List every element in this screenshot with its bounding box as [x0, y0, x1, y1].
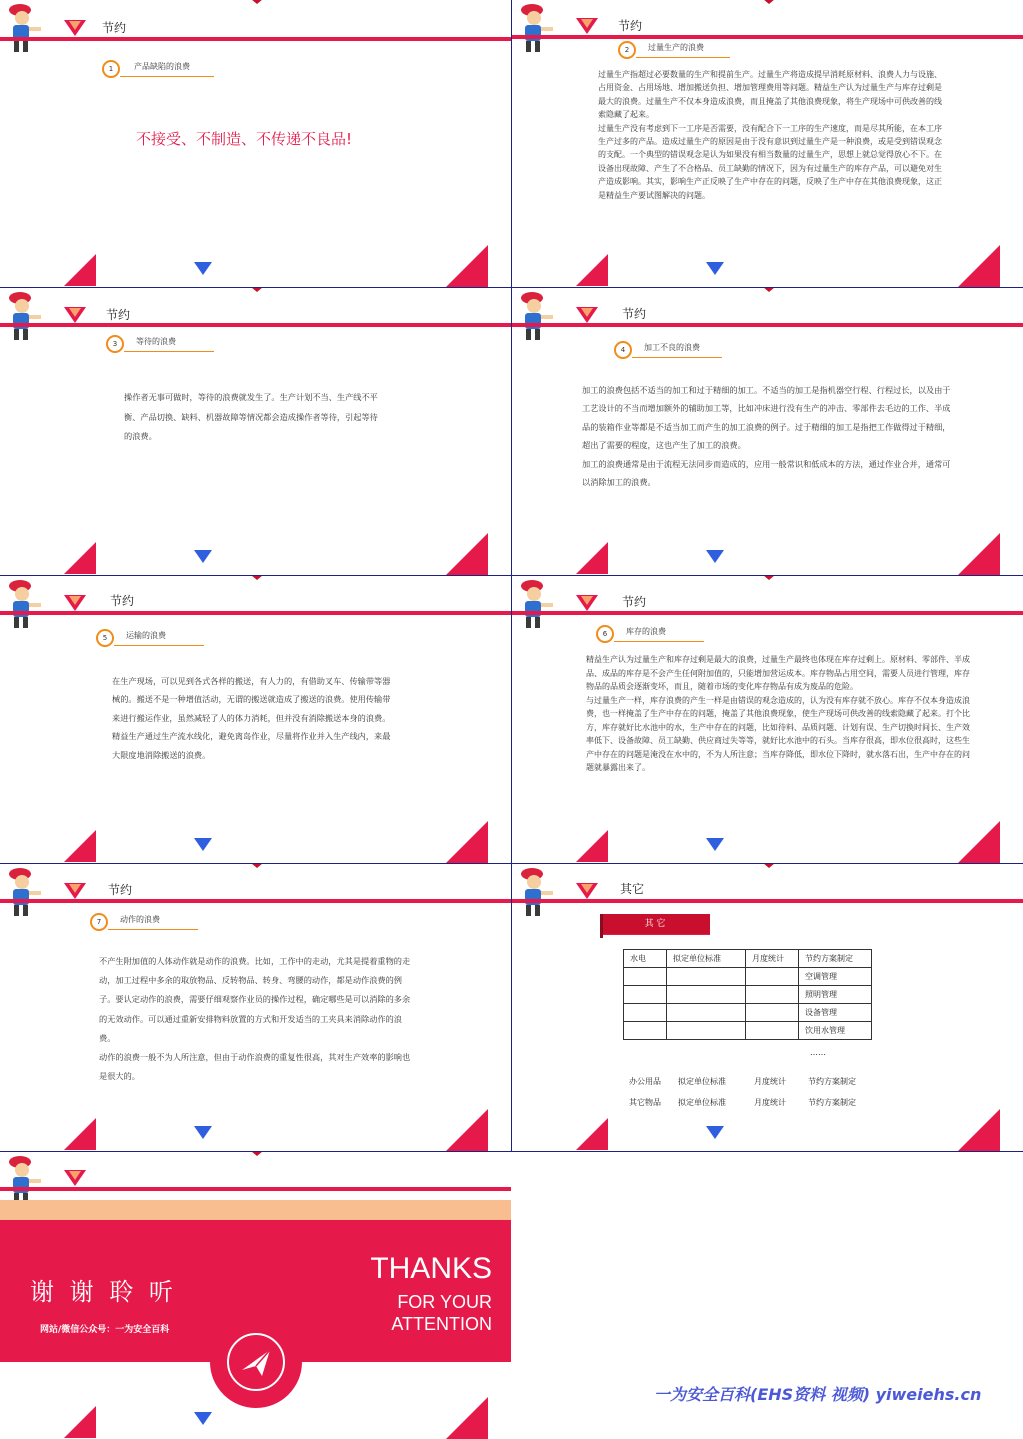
badge-label: 动作的浪费 [120, 915, 160, 924]
body-text [112, 672, 397, 764]
table-row [624, 1004, 872, 1022]
header-bar [0, 37, 511, 41]
table-header: 拟定单位标准 [667, 950, 746, 968]
down-arrow-icon[interactable] [194, 1126, 212, 1139]
thanks-english: THANKS [370, 1252, 492, 1285]
top-chevron [245, 288, 269, 292]
corner-triangle-right [446, 1397, 488, 1439]
logo-triangle-inner [581, 596, 593, 605]
corner-triangle-left [64, 254, 96, 286]
badge-number: 6 [596, 625, 614, 643]
table-ellipsis: …… [810, 1048, 826, 1057]
logo-triangle-inner [69, 884, 81, 893]
table-cell: 照明管理 [799, 986, 872, 1004]
row-cell: 节约方案制定 [808, 1077, 856, 1086]
section-badge [106, 335, 226, 353]
body-text [124, 388, 384, 447]
logo-triangle-inner [69, 21, 81, 30]
corner-triangle-right [958, 821, 1000, 863]
corner-triangle-left [576, 1118, 608, 1150]
section-tab-underline [603, 934, 710, 935]
badge-underline [114, 645, 204, 646]
down-arrow-icon[interactable] [706, 838, 724, 851]
badge-underline [108, 929, 198, 930]
down-arrow-icon[interactable] [706, 262, 724, 275]
table-row [624, 950, 872, 968]
header-bar [512, 611, 1023, 615]
header-bar [512, 899, 1023, 903]
badge-underline [124, 351, 214, 352]
paragraph: 操作者无事可做时，等待的浪费就发生了。生产计划不当、生产线不平衡、产品切换、缺料、机器故障等情况都会造成操作者等待，引起等待的浪费。 [124, 392, 378, 442]
corner-triangle-left [64, 1406, 96, 1438]
body-text [582, 381, 952, 491]
header-bar [512, 35, 1023, 39]
down-arrow-icon[interactable] [706, 550, 724, 563]
logo-triangle-inner [69, 1171, 81, 1180]
logo-triangle-inner [69, 308, 81, 317]
corner-triangle-left [64, 830, 96, 862]
row-cell: 拟定单位标准 [678, 1098, 726, 1107]
row-cell: 月度统计 [754, 1098, 786, 1107]
corner-triangle-left [64, 542, 96, 574]
down-arrow-icon[interactable] [194, 550, 212, 563]
section-badge [90, 913, 210, 931]
table-header: 水电 [624, 950, 667, 968]
section-badge [102, 60, 222, 78]
top-chevron [757, 864, 781, 868]
down-arrow-icon[interactable] [706, 1126, 724, 1139]
badge-label: 产品缺陷的浪费 [134, 62, 190, 71]
badge-number: 1 [102, 60, 120, 78]
corner-triangle-left [576, 254, 608, 286]
section-badge [614, 341, 734, 359]
table-row [624, 986, 872, 1004]
slide-6[interactable] [512, 576, 1023, 863]
paragraph: 在生产现场，可以见到各式各样的搬送，有人力的，有借助叉车、传输带等器械的。搬送不是一种增值活动，无谓的搬送就造成了搬送的浪费。使用传输带来进行搬运作业，虽然减轻了人的体力消耗，但并没有消除搬送本身的浪费。 [112, 676, 391, 723]
badge-underline [614, 641, 704, 642]
thanks-chinese: 谢 谢 聆 听 [30, 1278, 177, 1306]
down-arrow-icon[interactable] [194, 262, 212, 275]
footer-link[interactable]: 一为安全百科(EHS资料 视频) yiweiehs.cn [654, 1385, 982, 1404]
mascot-icon [2, 578, 46, 632]
corner-triangle-right [446, 533, 488, 575]
logo-triangle-inner [581, 19, 593, 28]
badge-label: 运输的浪费 [126, 631, 166, 640]
row-cell: 月度统计 [754, 1077, 786, 1086]
paragraph: 不产生附加值的人体动作就是动作的浪费。比如，工作中的走动，尤其是提着重物的走动，加工过程中多余的取放物品、反转物品、转身、弯腰的动作，都是动作浪费的例子。要认定动作的浪费，需要仔细观察作业员的操作过程，确定哪些是可以消除的多余的无效动作。可以通过重新安排物料放置的方式和开发适当的工夹具来消除动作的浪费。 [99, 956, 411, 1043]
thanks-english-line2: FOR YOUR [397, 1292, 492, 1312]
corner-triangle-right [446, 821, 488, 863]
slide-7[interactable] [0, 864, 511, 1151]
row-cell: 其它物品 [629, 1098, 661, 1107]
table-header: 月度统计 [746, 950, 799, 968]
thanks-english-line3: ATTENTION [391, 1314, 492, 1334]
corner-triangle-right [958, 1109, 1000, 1151]
table-row [624, 968, 872, 986]
top-chevron [245, 864, 269, 868]
table-cell: 饮用水管理 [799, 1022, 872, 1040]
slide-8[interactable] [512, 864, 1023, 1151]
logo-triangle-inner [581, 308, 593, 317]
corner-triangle-left [576, 542, 608, 574]
body-text [99, 952, 411, 1086]
section-badge [596, 625, 716, 643]
paragraph: 过量生产指超过必要数量的生产和提前生产。过量生产将造成提早消耗原材料、浪费人力与设施、占用资金、占用场地、增加搬送负担、增加管理费用等问题。精益生产认为过量生产与库存过剩是最大的浪费。过量生产不仅本身造成浪费，而且掩盖了其他浪费现象，将生产现场中可供改善的线索隐藏了起来。 [598, 70, 942, 120]
corner-triangle-right [958, 533, 1000, 575]
corner-triangle-right [446, 1109, 488, 1151]
slide-title: 节约 [108, 883, 133, 897]
paragraph: 加工的浪费包括不适当的加工和过于精细的加工。不适当的加工是指机器空行程、行程过长，以及由于工艺设计的不当而增加额外的辅助加工等，比如冲床进行没有生产的冲击、零部件去毛边的工作、半成品的装箱作业等都是不适当加工而产生的加工浪费的例子。过于精细的加工是指把工作做得过于精细，超出了需要的程度，这也产生了加工的浪费。 [582, 385, 951, 451]
logo-triangle-inner [69, 596, 81, 605]
header-bar [0, 899, 511, 903]
badge-underline [120, 76, 214, 77]
paragraph: 精益生产认为过量生产和库存过剩是最大的浪费，过量生产最终也体现在库存过剩上。原材料、零部件、半成品、成品的库存是不会产生任何附加值的，只能增加营运成本。库存物品占用空间，需要人员进行管理，库存物品的品质会逐渐变坏，而且，随着市场的变化库存物品有成为废品的危险。 [586, 655, 970, 691]
list-item [629, 1097, 856, 1108]
body-text [586, 653, 976, 775]
header-bar [0, 323, 511, 327]
mascot-icon [514, 2, 558, 56]
badge-label: 过量生产的浪费 [648, 43, 704, 52]
paragraph: 过量生产没有考虑到下一工序是否需要，没有配合下一工序的生产速度，而是尽其所能，在本工序生产过多的产品。造成过量生产的原因是由于没有意识到过量生产是一种浪费，或是受到错误观念的支配。一个典型的错误观念是认为如果没有相当数量的过量生产，思想上就总觉得放心不下。在设备出现故障、产生了不合格品、员工缺勤的情况下，因为有过量生产的库存产品，可以避免对生产造成影响。其实，影响生产正反映了生产中存在的问题，反映了生产中存在其他浪费现象，这正是精益生产要试图解决的问题。 [598, 123, 942, 200]
slide-3[interactable] [0, 288, 511, 575]
section-badge [618, 41, 738, 59]
header-bar [512, 323, 1023, 327]
badge-number: 7 [90, 913, 108, 931]
paragraph: 动作的浪费一般不为人所注意，但由于动作浪费的重复性很高，其对生产效率的影响也是很大的。 [99, 1052, 411, 1082]
corner-triangle-left [64, 1118, 96, 1150]
mascot-icon [514, 290, 558, 344]
down-arrow-icon[interactable] [194, 1412, 212, 1425]
row-cell: 节约方案制定 [808, 1098, 856, 1107]
badge-number: 3 [106, 335, 124, 353]
top-chevron [757, 288, 781, 292]
paper-plane-circle [210, 1316, 302, 1408]
row-cell: 办公用品 [629, 1077, 661, 1086]
slide-1[interactable] [0, 0, 511, 287]
table-cell: 设备管理 [799, 1004, 872, 1022]
paragraph: 与过量生产一样，库存浪费的产生一样是由错误的观念造成的，认为没有库存就不放心。库存不仅本身造成浪费，也一样掩盖了生产中存在的问题，掩盖了其他浪费现象，使生产现场可供改善的线索隐藏了起来。打个比方，库存就好比水池中的水，生产中存在的问题，比如待料、品质问题、计划有误、生产切换时间长、生产效率低下、设备故障、员工缺勤、供应商过失等等，就好比水池中的石头。当库存很高，即水位很高时，这些生产中存在的问题是淹没在水中的，不为人所注意；当库存降低，即水位下降时，就水落石出，生产中存在的问题就暴露出来了。 [586, 695, 970, 772]
slide-title: 节约 [110, 594, 135, 608]
slide-title: 节约 [618, 19, 643, 33]
mascot-icon [2, 866, 46, 920]
badge-number: 2 [618, 41, 636, 59]
list-item [629, 1076, 856, 1087]
top-chevron [245, 1152, 269, 1156]
mascot-icon [514, 866, 558, 920]
slide-title: 节约 [622, 307, 647, 321]
slide-4[interactable] [512, 288, 1023, 575]
paragraph: 精益生产通过生产流水线化，避免离岛作业，尽量将作业并入生产线内，来最大限度地消除搬送的浪费。 [112, 731, 391, 760]
slide-title: 节约 [106, 308, 131, 322]
badge-label: 加工不良的浪费 [644, 343, 700, 352]
logo-triangle-inner [581, 884, 593, 893]
slide-title: 其它 [620, 882, 645, 896]
mascot-icon [2, 290, 46, 344]
badge-underline [632, 357, 722, 358]
header-bar [0, 611, 511, 615]
slogan-text: 不接受、不制造、不传递不良品! [136, 130, 353, 148]
badge-label: 等待的浪费 [136, 337, 176, 346]
corner-triangle-right [958, 245, 1000, 287]
mascot-icon [2, 2, 46, 56]
top-chevron [757, 576, 781, 580]
badge-number: 4 [614, 341, 632, 359]
top-chevron [757, 0, 781, 4]
top-chevron [245, 576, 269, 580]
header-bar [0, 1187, 511, 1191]
section-tab: 其 它 [600, 914, 710, 934]
section-badge [96, 629, 216, 647]
paper-plane-icon [224, 1330, 288, 1394]
site-label: 网站/微信公众号：一为安全百科 [40, 1325, 170, 1335]
slide-2[interactable] [512, 0, 1023, 287]
corner-triangle-left [576, 830, 608, 862]
utility-table [623, 949, 872, 1040]
row-cell: 拟定单位标准 [678, 1077, 726, 1086]
table-header: 节约方案制定 [799, 950, 872, 968]
badge-number: 5 [96, 629, 114, 647]
body-text [598, 68, 948, 202]
mascot-icon [514, 578, 558, 632]
thanks-peach-band [0, 1200, 511, 1220]
badge-underline [636, 57, 730, 58]
slide-title: 节约 [102, 21, 127, 35]
badge-label: 库存的浪费 [626, 627, 666, 636]
slide-title: 节约 [622, 595, 647, 609]
down-arrow-icon[interactable] [194, 838, 212, 851]
corner-triangle-right [446, 245, 488, 287]
slide-5[interactable] [0, 576, 511, 863]
top-chevron [245, 0, 269, 4]
paragraph: 加工的浪费通常是由于流程无法同步而造成的，应用一般常识和低成本的方法，通过作业合并，通常可以消除加工的浪费。 [582, 458, 951, 488]
table-cell: 空调管理 [799, 968, 872, 986]
table-row [624, 1022, 872, 1040]
